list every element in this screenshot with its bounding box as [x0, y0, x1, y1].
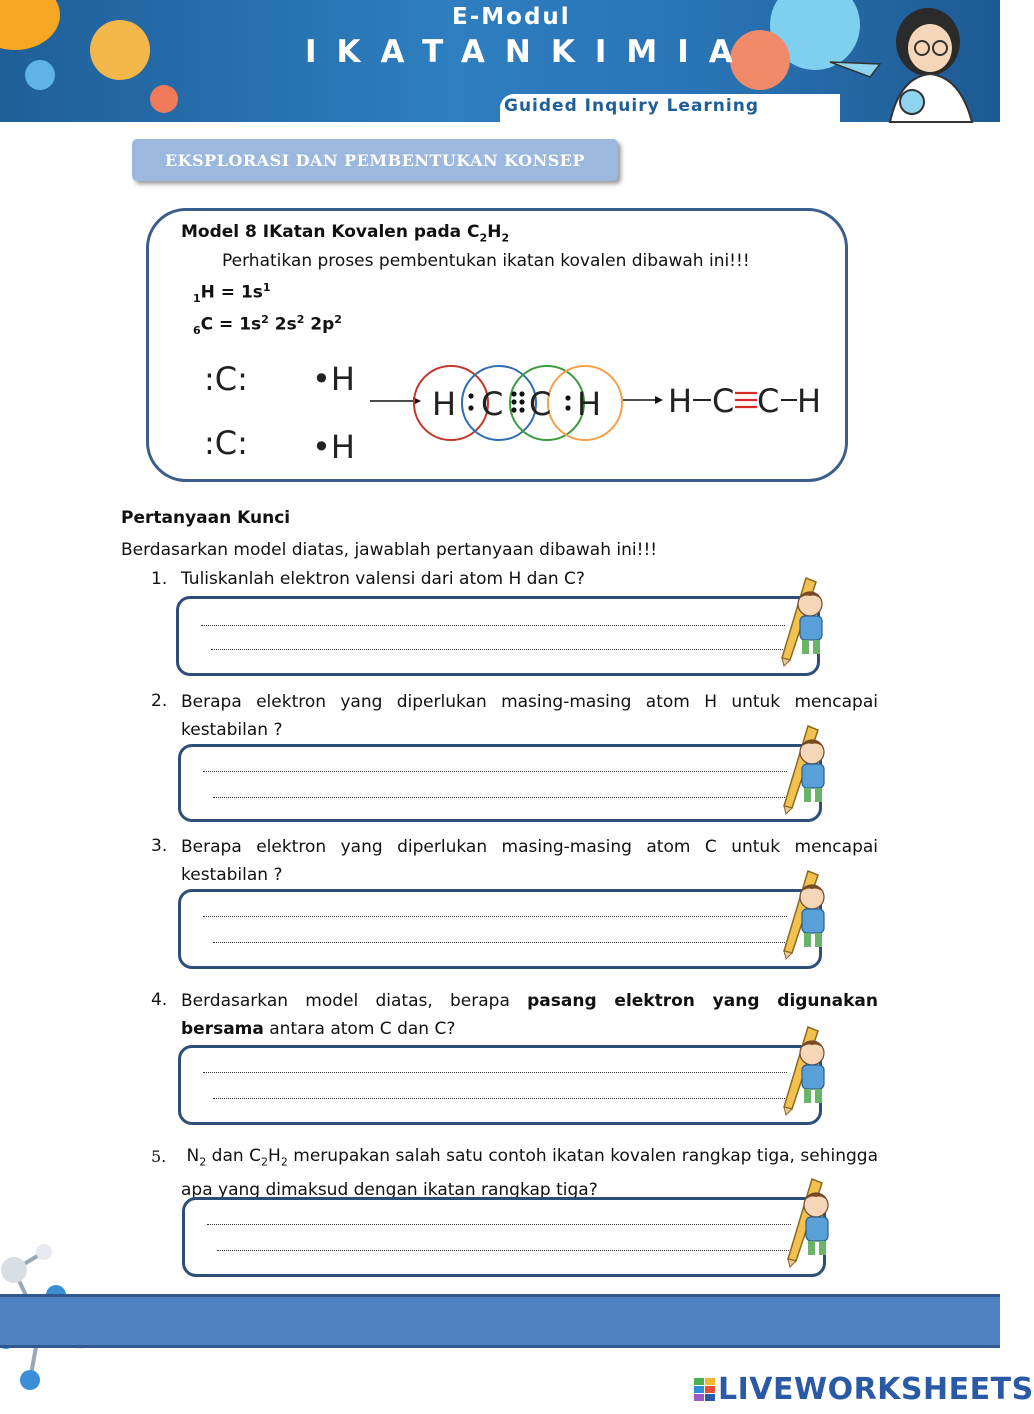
section-label: [132, 139, 618, 181]
answer-line: [217, 1250, 789, 1251]
tagline-tab: [500, 94, 840, 122]
question-text-part: Berdasarkan model diatas, berapa: [181, 991, 528, 1011]
liveworksheets-logo-icon: [694, 1378, 716, 1402]
atom-label: C: [529, 385, 552, 423]
question-number: 5.: [151, 1147, 167, 1166]
question-number: 2.: [151, 691, 168, 711]
answer-line: [213, 942, 785, 943]
decor-circle: [25, 60, 55, 90]
answer-line: [203, 916, 787, 917]
structural-atom: C: [757, 382, 780, 420]
h-electron-config: [193, 281, 271, 305]
bond-formation-diagram: [365, 360, 835, 450]
answer-line: [213, 797, 785, 798]
config-text: C = 1s: [200, 314, 262, 335]
config-text: 2p: [304, 314, 335, 335]
atomic-number: 1: [193, 292, 201, 306]
scientist-illustration-icon: [860, 2, 990, 122]
model-title-text: H: [487, 222, 502, 242]
answer-line: [207, 1224, 791, 1225]
formula-part: H: [268, 1146, 281, 1166]
config-text: H = 1s: [200, 282, 263, 303]
c-electron-config: [193, 313, 342, 337]
answer-box-2[interactable]: [178, 744, 822, 822]
formula-part: dan C: [206, 1146, 262, 1166]
structural-atom: C: [712, 382, 735, 420]
questions-instruction: Berdasarkan model diatas, jawablah pertanyaan dibawah ini!!!: [121, 540, 658, 560]
atom-label: H: [577, 385, 602, 423]
question-number: 1.: [151, 569, 168, 589]
lewis-c-1: :C:: [204, 360, 248, 398]
decor-circle: [90, 20, 150, 80]
question-text: [181, 987, 878, 1043]
answer-box-4[interactable]: [178, 1045, 822, 1125]
question-number: 4.: [151, 990, 168, 1010]
lewis-h-2: •H: [312, 428, 355, 466]
config-text: 2s: [268, 314, 297, 335]
model-title-text: Model 8 IKatan Kovalen pada C: [181, 222, 480, 242]
pencil-boy-icon: [778, 724, 832, 814]
superscript: 1: [262, 281, 271, 294]
module-subtitle: E-Modul: [452, 4, 571, 30]
lewis-c-2: :C:: [204, 424, 248, 462]
header-banner: [0, 0, 1000, 122]
answer-box-3[interactable]: [178, 889, 822, 969]
answer-line: [203, 1072, 787, 1073]
pencil-boy-icon: [778, 1025, 832, 1115]
formula-part: N: [186, 1146, 200, 1166]
atom-label: H: [432, 385, 457, 423]
subscript: 2: [501, 231, 510, 245]
questions-heading: Pertanyaan Kunci: [121, 508, 291, 528]
decor-circle: [0, 0, 60, 50]
question-text: [181, 1142, 878, 1204]
question-emphasis: pasang elektron yang digunakan bersama: [181, 991, 878, 1039]
atom-label: C: [481, 385, 504, 423]
question-text-part: merupakan salah satu contoh ikatan kovalen rangkap tiga, sehingga apa yang dimaksud dengan ikatan rangkap tiga?: [181, 1146, 878, 1201]
decor-circle: [150, 85, 178, 113]
subscript: 2: [199, 1155, 207, 1169]
liveworksheets-brand[interactable]: LIVEWORKSHEETS: [718, 1372, 1034, 1407]
pencil-boy-icon: [782, 1177, 836, 1267]
pencil-boy-icon: [776, 576, 830, 666]
module-title: IKATANKIMIA: [305, 34, 753, 70]
pencil-boy-icon: [778, 869, 832, 959]
footer-bar: [0, 1294, 1000, 1348]
answer-line: [201, 625, 785, 626]
tagline-text: Guided Inquiry Learning: [504, 96, 759, 116]
section-label-text: EKSPLORASI DAN PEMBENTUKAN KONSEP: [164, 150, 585, 170]
atomic-number: 6: [193, 324, 201, 338]
subscript: 2: [280, 1155, 288, 1169]
structural-atom: H: [797, 382, 822, 420]
superscript: 2: [334, 313, 342, 326]
subscript: 2: [261, 1155, 269, 1169]
superscript: 2: [261, 313, 269, 326]
superscript: 2: [296, 313, 305, 326]
structural-atom: H: [668, 382, 693, 420]
answer-line: [203, 771, 787, 772]
model-title: [181, 222, 509, 244]
answer-box-5[interactable]: [182, 1197, 826, 1277]
question-text-part: antara atom C dan C?: [263, 1019, 456, 1039]
question-text: Tuliskanlah elektron valensi dari atom H dan C?: [181, 569, 585, 589]
question-number: 3.: [151, 836, 168, 856]
question-text: Berapa elektron yang diperlukan masing-masing atom H untuk mencapai kestabilan ?: [181, 692, 878, 740]
answer-box-1[interactable]: [176, 596, 820, 676]
answer-line: [211, 649, 783, 650]
lewis-h-1: •H: [312, 360, 355, 398]
answer-line: [213, 1098, 785, 1099]
arrow-head: [655, 396, 663, 404]
question-text: Berapa elektron yang diperlukan masing-masing atom C untuk mencapai kestabilan ?: [181, 837, 878, 885]
model-intro: Perhatikan proses pembentukan ikatan kovalen dibawah ini!!!: [222, 251, 750, 271]
subscript: 2: [479, 231, 488, 245]
